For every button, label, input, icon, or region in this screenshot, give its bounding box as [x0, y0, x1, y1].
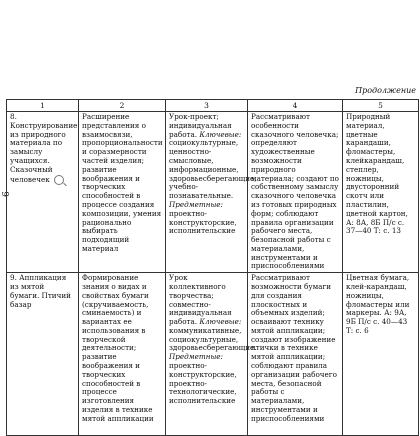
- key-competencies: коммуникативные, социокультурные, здоровьесберегающие.: [169, 325, 257, 353]
- goals-cell: Формирование знания о видах и свойствах бумаги (скручиваемость, сминаемость) и вариантах ее использования в творческой деятельности; развитие воображения и творческих способностей в процессе изготовления изделия в технике мятой аппликации: [79, 273, 166, 436]
- subject-competencies: проектно-конструкторские, исполнительские: [169, 208, 237, 236]
- materials-cell: Цветная бумага, клей-карандаш, ножницы, фломастеры или маркеры. А: 9А, 9Б П/с с. 40—43 Т: с. 6: [343, 273, 419, 436]
- lesson-topic-cell: 9. Аппликация из мятой бумаги. Птичий базар: [7, 273, 79, 436]
- column-header-1: 1: [7, 100, 79, 112]
- activities-cell: Рассматривают возможности бумаги для создания плоскостных и объемных изделий; осваивают технику мятой аппликации; создают изображение птички в технике мятой аппликации; соблюдают правила организации рабочего места, безопасной работы с материалами, инструментами и приспособлениями: [248, 273, 343, 436]
- magnifier-icon[interactable]: [54, 175, 64, 185]
- table-row: [7, 273, 419, 436]
- lesson-type-cell: [166, 273, 257, 436]
- key-competencies: социокультурные, ценностно-смысловые, информационные, здоровьесберегающие, учебно-познавательные.: [169, 138, 257, 201]
- column-header-3: 3: [166, 100, 248, 112]
- key-competencies-label: Ключевые:: [199, 129, 242, 139]
- goals-cell: Расширение представления о взаимосвязи, пропорциональности и соразмерности частей изделия; развитие воображения и творческих способностей в процессе создания композиции, умения рационально выбирать подходящий материал: [79, 112, 166, 273]
- column-header-5: 5: [343, 100, 419, 112]
- lesson-topic-cell: [7, 112, 79, 273]
- subject-competencies: проектно-конструкторские, проектно-технологические, исполнительские: [169, 361, 237, 406]
- table-row: [7, 112, 419, 273]
- continued-label: Продолжение: [355, 86, 416, 95]
- materials-cell: Природный материал, цветные карандаши, фломастеры, клейкарандаш, степлер, ножницы, двусторонний скотч или пластилин, цветной картон, А: 8А, 8Б П/с с. 37—40 Т: с. 13: [343, 112, 419, 273]
- lesson-topic: 8. Конструирование из природного материала по замыслу учащихся. Сказочный человечек: [10, 112, 78, 184]
- activities-cell: Рассматривают особенности сказочного человечка; определяют художественные возможности природного материала; создают по собственному замыслу сказочного человечка из готовых природных форм; соблюдают правила организации рабочего места, безопасной работы с материалами, инструментами и приспособлениями: [248, 112, 343, 273]
- lesson-type: Урок-проект; индивидуальная работа.: [169, 112, 232, 139]
- lesson-type: Урок коллективного творчества; совместно-индивидуальная работа.: [169, 273, 232, 327]
- column-header-2: 2: [79, 100, 166, 112]
- subject-competencies-label: Предметные:: [169, 352, 223, 362]
- header-row: [7, 100, 419, 112]
- key-competencies-label: Ключевые:: [199, 317, 242, 327]
- lesson-plan-table: [6, 99, 419, 436]
- column-header-4: 4: [248, 100, 343, 112]
- lesson-type-cell: [166, 112, 257, 273]
- subject-competencies-label: Предметные:: [169, 199, 223, 209]
- page-number: 6: [2, 191, 12, 197]
